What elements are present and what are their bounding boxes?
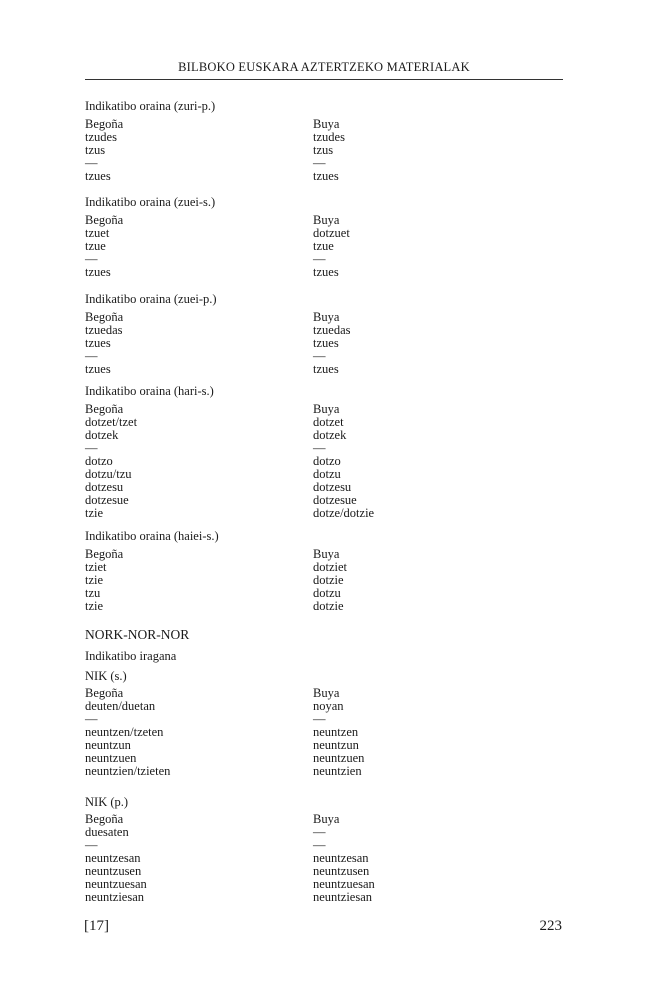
right-form: dotzet <box>313 415 344 429</box>
right-dash: — <box>313 156 326 170</box>
section-heading: Indikatibo oraina (zuri-p.) <box>85 99 216 113</box>
left-form: tzudes <box>85 130 117 144</box>
left-form: neuntzuesan <box>85 877 147 891</box>
begona-label: Begoña <box>85 547 124 561</box>
right-form: dotziet <box>313 560 348 574</box>
left-dash: — <box>85 838 98 852</box>
nork-title: NORK-NOR-NOR <box>85 627 190 642</box>
right-form: tzue <box>313 239 334 253</box>
buya-label: Buya <box>313 117 340 131</box>
left-dash: — <box>85 349 98 363</box>
page-bracket-number: [17] <box>84 918 109 934</box>
left-form: dotzu/tzu <box>85 467 132 481</box>
left-form: tzie <box>85 599 104 613</box>
right-form: neuntzusen <box>313 864 370 878</box>
right-form: neuntzesan <box>313 851 369 865</box>
right-form: dotzu <box>313 586 341 600</box>
right-form: dotze/dotzie <box>313 506 375 520</box>
buya-label: Buya <box>313 310 340 324</box>
right-dash: — <box>313 825 326 839</box>
right-form: neuntzuen <box>313 751 365 765</box>
begona-label: Begoña <box>85 213 124 227</box>
right-form: dotzu <box>313 467 341 481</box>
right-form: dotzie <box>313 599 344 613</box>
right-form: noyan <box>313 699 344 713</box>
header-rule <box>85 79 563 80</box>
left-form: neuntzusen <box>85 864 142 878</box>
section-heading: Indikatibo oraina (zuei-p.) <box>85 292 217 306</box>
buya-label: Buya <box>313 812 340 826</box>
buya-label: Buya <box>313 547 340 561</box>
nik-s-label: NIK (s.) <box>85 669 127 683</box>
right-form: dotzie <box>313 573 344 587</box>
buya-label: Buya <box>313 686 340 700</box>
right-form: tzues <box>313 362 339 376</box>
left-form: tzues <box>85 362 111 376</box>
left-form: tzues <box>85 336 111 350</box>
nork-subtitle: Indikatibo iragana <box>85 649 177 663</box>
right-form: neuntzien <box>313 764 362 778</box>
left-form: neuntziesan <box>85 890 145 904</box>
left-dash: — <box>85 252 98 266</box>
right-dash: — <box>313 441 326 455</box>
begona-label: Begoña <box>85 686 124 700</box>
left-form: neuntzien/tzieten <box>85 764 171 778</box>
left-form: tzie <box>85 506 104 520</box>
buya-label: Buya <box>313 402 340 416</box>
begona-label: Begoña <box>85 402 124 416</box>
right-form: neuntzuesan <box>313 877 375 891</box>
page-number: 223 <box>539 918 562 934</box>
left-form: tzues <box>85 265 111 279</box>
left-form: duesaten <box>85 825 129 839</box>
right-form: tzues <box>313 265 339 279</box>
left-form: tziet <box>85 560 107 574</box>
begona-label: Begoña <box>85 117 124 131</box>
left-dash: — <box>85 156 98 170</box>
right-dash: — <box>313 838 326 852</box>
right-form: tzuedas <box>313 323 351 337</box>
right-dash: — <box>313 349 326 363</box>
left-form: neuntzen/tzeten <box>85 725 164 739</box>
left-form: tzue <box>85 239 106 253</box>
begona-label: Begoña <box>85 310 124 324</box>
left-form: tzues <box>85 169 111 183</box>
right-form: neuntziesan <box>313 890 373 904</box>
left-form: dotzo <box>85 454 113 468</box>
right-form: neuntzun <box>313 738 359 752</box>
left-form: neuntzuen <box>85 751 137 765</box>
nik-p-label: NIK (p.) <box>85 795 129 809</box>
left-form: dotzet/tzet <box>85 415 138 429</box>
left-form: tzie <box>85 573 104 587</box>
left-form: dotzek <box>85 428 119 442</box>
right-dash: — <box>313 252 326 266</box>
right-dash: — <box>313 712 326 726</box>
left-form: tzu <box>85 586 101 600</box>
right-form: dotzo <box>313 454 341 468</box>
left-form: dotzesu <box>85 480 124 494</box>
left-form: dotzesue <box>85 493 129 507</box>
right-form: dotzuet <box>313 226 350 240</box>
buya-label: Buya <box>313 213 340 227</box>
begona-label: Begoña <box>85 812 124 826</box>
right-form: neuntzen <box>313 725 359 739</box>
right-form: tzudes <box>313 130 345 144</box>
left-dash: — <box>85 441 98 455</box>
section-heading: Indikatibo oraina (hari-s.) <box>85 384 214 398</box>
right-form: tzues <box>313 336 339 350</box>
left-form: neuntzun <box>85 738 131 752</box>
page-header-title: BILBOKO EUSKARA AZTERTZEKO MATERIALAK <box>178 60 470 74</box>
section-heading: Indikatibo oraina (zuei-s.) <box>85 195 216 209</box>
right-form: dotzek <box>313 428 347 442</box>
left-form: tzuet <box>85 226 110 240</box>
left-form: neuntzesan <box>85 851 141 865</box>
right-form: tzus <box>313 143 334 157</box>
left-form: tzus <box>85 143 106 157</box>
left-form: tzuedas <box>85 323 123 337</box>
left-dash: — <box>85 712 98 726</box>
right-form: dotzesu <box>313 480 352 494</box>
right-form: dotzesue <box>313 493 357 507</box>
right-form: tzues <box>313 169 339 183</box>
section-heading: Indikatibo oraina (haiei-s.) <box>85 529 219 543</box>
left-form: deuten/duetan <box>85 699 156 713</box>
